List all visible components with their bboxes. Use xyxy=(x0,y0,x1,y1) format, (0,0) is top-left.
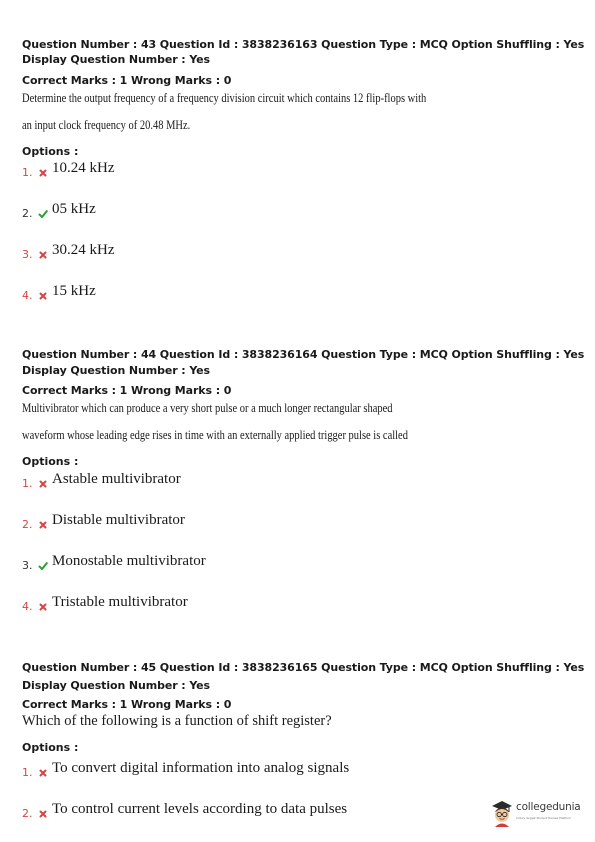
option-text: 10.24 kHz xyxy=(52,160,115,176)
question-45-header: Question Number : 45 Question Id : 3838236165 Question Type : MCQ Option Shuffling : Yes xyxy=(22,661,585,674)
option-text: Tristable multivibrator xyxy=(52,594,188,610)
question-44-display: Display Question Number : Yes xyxy=(22,364,210,377)
question-43-marks: Correct Marks : 1 Wrong Marks : 0 xyxy=(22,74,232,87)
cross-icon xyxy=(38,291,48,301)
option-text: Monostable multivibrator xyxy=(52,553,206,569)
check-icon xyxy=(38,209,48,219)
option-number: 1. xyxy=(22,766,33,779)
option-number: 2. xyxy=(22,207,33,220)
collegedunia-logo xyxy=(490,797,590,829)
question-45-options-label: Options : xyxy=(22,741,79,754)
question-45-marks: Correct Marks : 1 Wrong Marks : 0 xyxy=(22,698,232,711)
option-text: 15 kHz xyxy=(52,283,96,299)
cross-icon xyxy=(38,809,48,819)
option-number: 2. xyxy=(22,518,33,531)
question-43-text-line-2: an input clock frequency of 20.48 MHz. xyxy=(22,118,191,132)
cross-icon xyxy=(38,520,48,530)
question-43-header: Question Number : 43 Question Id : 3838236163 Question Type : MCQ Option Shuffling : Yes xyxy=(22,38,585,51)
cross-icon xyxy=(38,168,48,178)
check-icon xyxy=(38,561,48,571)
logo-tagline: India's largest Student Review Platform xyxy=(516,816,572,820)
option-text: 05 kHz xyxy=(52,201,96,217)
option-text: To convert digital information into analog signals xyxy=(52,760,350,776)
option-text: 30.24 kHz xyxy=(52,242,115,258)
option-text: To control current levels according to data pulses xyxy=(52,801,348,817)
option-number: 2. xyxy=(22,807,33,820)
question-43-display: Display Question Number : Yes xyxy=(22,53,210,66)
option-text: Astable multivibrator xyxy=(52,471,181,487)
question-45-display: Display Question Number : Yes xyxy=(22,679,210,692)
option-number: 3. xyxy=(22,559,33,572)
cross-icon xyxy=(38,250,48,260)
question-43-options-label: Options : xyxy=(22,145,79,158)
question-45-text-line-1: Which of the following is a function of shift register? xyxy=(22,713,332,729)
question-44-text-line-1: Multivibrator which can produce a very short pulse or a much longer rectangular shaped xyxy=(22,401,393,415)
question-44-options-label: Options : xyxy=(22,455,79,468)
option-number: 1. xyxy=(22,166,33,179)
cross-icon xyxy=(38,602,48,612)
question-44-marks: Correct Marks : 1 Wrong Marks : 0 xyxy=(22,384,232,397)
question-44-text-line-2: waveform whose leading edge rises in time with an externally applied trigger pulse is called xyxy=(22,428,408,442)
graduate-mascot-icon xyxy=(490,799,514,827)
option-number: 4. xyxy=(22,600,33,613)
option-number: 4. xyxy=(22,289,33,302)
option-number: 3. xyxy=(22,248,33,261)
question-44-header: Question Number : 44 Question Id : 3838236164 Question Type : MCQ Option Shuffling : Yes xyxy=(22,348,585,361)
cross-icon xyxy=(38,479,48,489)
question-43-text-line-1: Determine the output frequency of a frequency division circuit which contains 12 flip-flops with xyxy=(22,91,427,105)
logo-wordmark: collegedunia xyxy=(516,801,581,813)
option-number: 1. xyxy=(22,477,33,490)
cross-icon xyxy=(38,768,48,778)
option-text: Distable multivibrator xyxy=(52,512,185,528)
